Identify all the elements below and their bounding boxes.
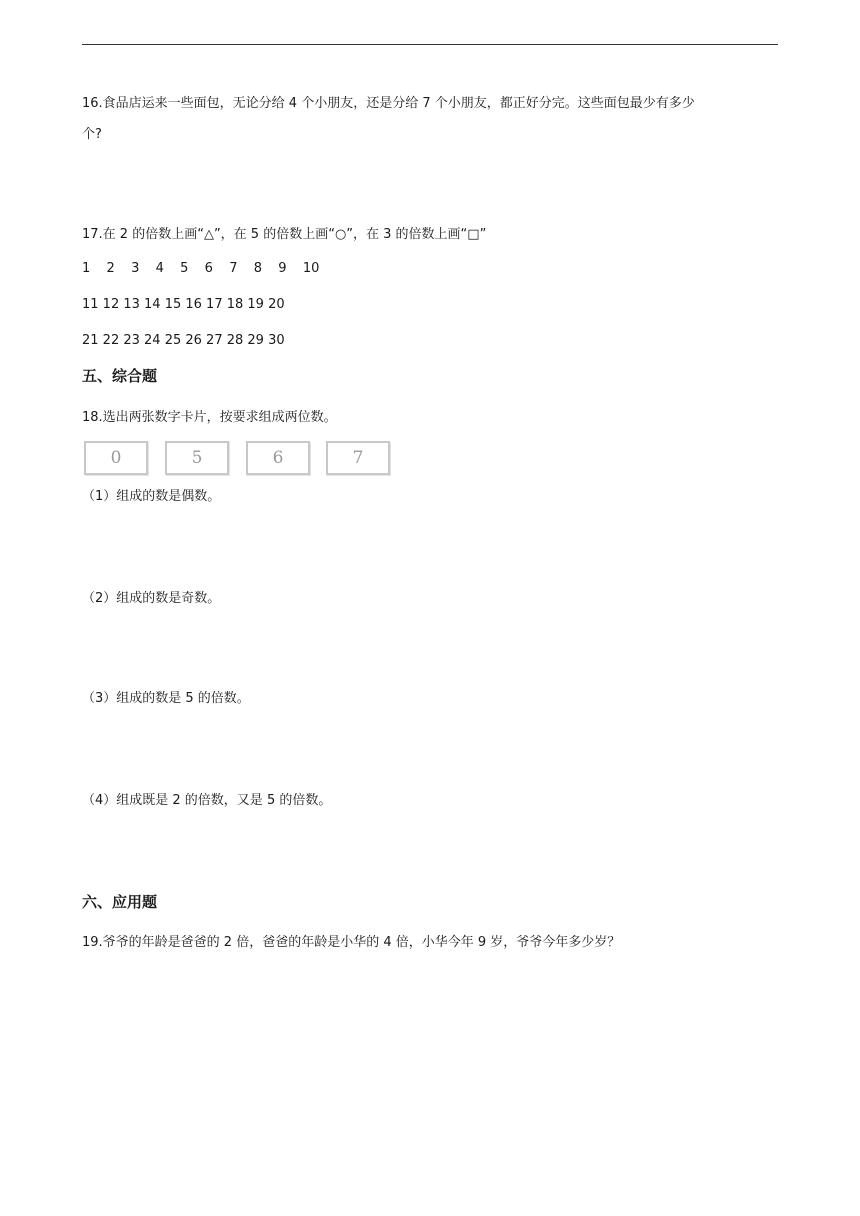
header-rule: [82, 44, 778, 45]
question-16-line-2: 个?: [82, 127, 102, 142]
number-card: 6: [246, 441, 310, 475]
number-card: 0: [84, 441, 148, 475]
question-17: 17.在 2 的倍数上画“△”，在 5 的倍数上画“○”，在 3 的倍数上画“□”: [82, 227, 487, 242]
question-18: 18.选出两张数字卡片，按要求组成两位数。: [82, 410, 337, 425]
number-card: 5: [165, 441, 229, 475]
section-5-title: 五、综合题: [82, 367, 158, 385]
question-19: 19.爷爷的年龄是爸爸的 2 倍，爸爸的年龄是小华的 4 倍，小华今年 9 岁，爷爷今年多少岁？: [82, 935, 621, 950]
question-18-part-3: （3）组成的数是 5 的倍数。: [82, 691, 250, 706]
number-card: 7: [326, 441, 390, 475]
number-row-3: 21 22 23 24 25 26 27 28 29 30: [82, 333, 285, 348]
number-row-2: 11 12 13 14 15 16 17 18 19 20: [82, 297, 285, 312]
question-18-part-4: （4）组成既是 2 的倍数，又是 5 的倍数。: [82, 793, 332, 808]
number-row-1: 1 2 3 4 5 6 7 8 9 10: [82, 261, 320, 276]
question-18-part-1: （1）组成的数是偶数。: [82, 489, 221, 504]
question-16-line-1: 16.食品店运来一些面包，无论分给 4 个小朋友，还是分给 7 个小朋友，都正好分完。这些面包最少有多少: [82, 96, 695, 111]
question-16: [82, 88, 778, 150]
question-18-part-2: （2）组成的数是奇数。: [82, 591, 221, 606]
section-6-title: 六、应用题: [82, 893, 158, 911]
